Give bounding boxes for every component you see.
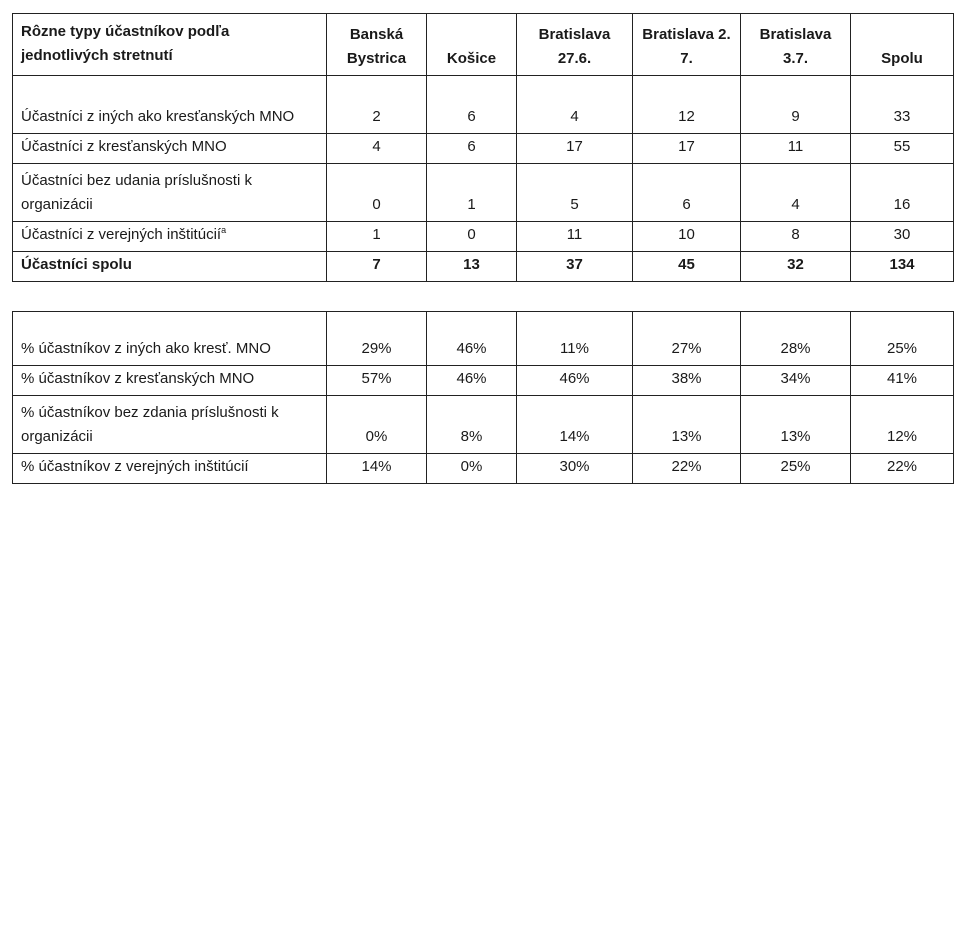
table-cell: 8 [741,222,851,252]
total-cell: 7 [327,252,427,282]
table-row [13,164,954,222]
col-header-bratislava-3-7: Bratislava 3.7. [741,14,851,76]
table-cell: 4 [327,134,427,164]
table-cell: 13% [633,396,741,454]
table-cell: 0 [327,164,427,222]
total-cell: 13 [427,252,517,282]
participants-count-table [12,13,954,282]
table-cell: 46% [517,366,633,396]
table-cell: 46% [427,366,517,396]
table-cell: 1 [327,222,427,252]
total-cell: 37 [517,252,633,282]
table-cell: 30% [517,454,633,484]
table-cell: 38% [633,366,741,396]
table-cell: 17 [633,134,741,164]
table-cell: 4 [517,76,633,134]
row-label: Účastníci z iných ako kresťanských MNO [13,76,327,134]
table-cell: 10 [633,222,741,252]
table-cell: 0 [427,222,517,252]
table-row [13,76,954,134]
row-label: % účastníkov z verejných inštitúcií [13,454,327,484]
table-cell: 17 [517,134,633,164]
col-header-banska-bystrica: Banská Bystrica [327,14,427,76]
table-cell: 14% [327,454,427,484]
row-label: % účastníkov bez zdania príslušnosti k organizácii [13,396,327,454]
corner-header: Rôzne typy účastníkov podľa jednotlivých stretnutí [13,14,327,76]
table-cell: 8% [427,396,517,454]
table-cell: 55 [851,134,954,164]
participants-percent-table [12,311,954,484]
table-cell: 33 [851,76,954,134]
table-cell: 25% [851,312,954,366]
table-cell: 4 [741,164,851,222]
table-cell: 57% [327,366,427,396]
col-header-spolu: Spolu [851,14,954,76]
table-row [13,134,954,164]
row-label: Účastníci bez udania príslušnosti k organizácii [13,164,327,222]
col-header-bratislava-27-6: Bratislava 27.6. [517,14,633,76]
table-cell: 22% [851,454,954,484]
table-cell: 11 [517,222,633,252]
row-label: Účastníci z kresťanských MNO [13,134,327,164]
total-cell: 134 [851,252,954,282]
table-cell: 6 [633,164,741,222]
table-cell: 14% [517,396,633,454]
col-header-bratislava-2-7: Bratislava 2. 7. [633,14,741,76]
table-cell: 12 [633,76,741,134]
table-cell: 0% [327,396,427,454]
table-cell: 41% [851,366,954,396]
table-cell: 6 [427,76,517,134]
table-cell: 11% [517,312,633,366]
table-cell: 29% [327,312,427,366]
total-label: Účastníci spolu [13,252,327,282]
table-cell: 9 [741,76,851,134]
total-row [13,252,954,282]
row-label: % účastníkov z iných ako kresť. MNO [13,312,327,366]
total-cell: 32 [741,252,851,282]
table-cell: 1 [427,164,517,222]
table-cell: 46% [427,312,517,366]
table-cell: 22% [633,454,741,484]
table-cell: 0% [427,454,517,484]
table-cell: 11 [741,134,851,164]
table-row [13,454,954,484]
table-row [13,222,954,252]
table-row [13,312,954,366]
table-row [13,366,954,396]
row-label: % účastníkov z kresťanských MNO [13,366,327,396]
table-cell: 16 [851,164,954,222]
total-cell: 45 [633,252,741,282]
table-cell: 12% [851,396,954,454]
table-cell: 2 [327,76,427,134]
table-cell: 27% [633,312,741,366]
table-cell: 13% [741,396,851,454]
table-cell: 30 [851,222,954,252]
table-cell: 34% [741,366,851,396]
table-row [13,396,954,454]
table-cell: 6 [427,134,517,164]
table-cell: 25% [741,454,851,484]
row-label: Účastníci z verejných inštitúcií$^a$ [13,222,327,252]
header-row [13,14,954,76]
table-cell: 28% [741,312,851,366]
table-cell: 5 [517,164,633,222]
footnote-marker: a [221,225,227,235]
col-header-kosice: Košice [427,14,517,76]
